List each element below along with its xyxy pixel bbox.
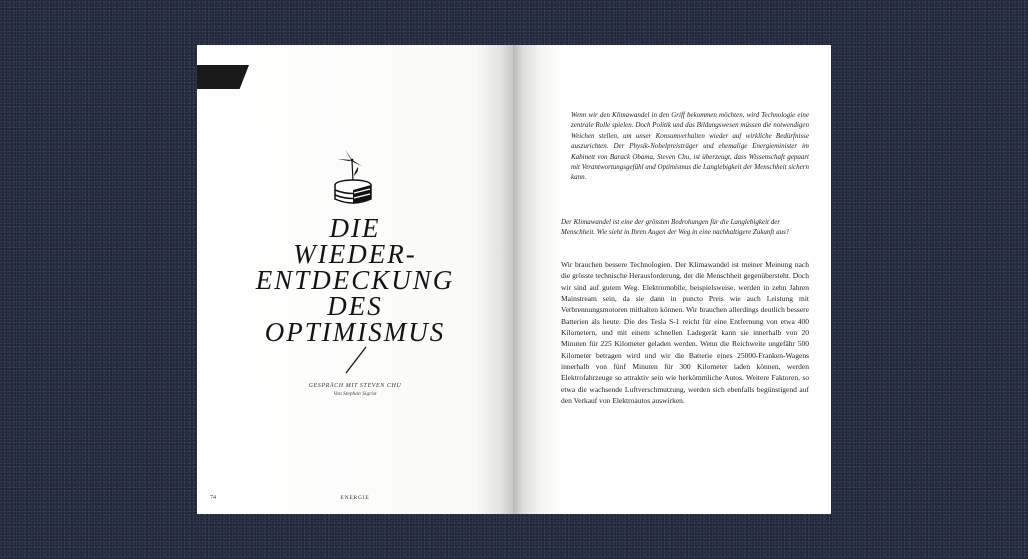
author-byline: Von Stephan Sigrist	[333, 391, 377, 397]
title-line-1: DIE	[329, 213, 381, 243]
wind-turbine-cake-icon-svg	[331, 145, 375, 209]
section-label: ENERGIE	[340, 495, 370, 501]
title-line-3: ENTDECKUNG	[255, 265, 455, 295]
interview-answer: Wir brauchen bessere Technologien. Der Klimawandel ist meiner Meinung nach die grösste technische Herausforderung, der die Menschheit gegenübersteht. Doch wir sind auf gutem Weg. Elektromobile, beispielsweise, werden in zehn Jahren Mainstream sein, da sie dann in puncto Preis wie auch Leistung mit Verbrennungsmotoren mithalten können. Wir brauchen allerdings deutlich bessere Batterien als heute. Die des Tesla S-1 reicht für eine Entfernung von etwa 400 Kilometern, und mit einem schnellen Ladegerät kann sie innerhalb von 20 Minuten für 225 Kilometer geladen werden. Wenn die Reichweite ungefähr 500 Kilometer betragen wird und wir die Batterie eines 25000-Franken-Wagens innerhalb von fünf Minuten für 300 Kilometer laden können, werden Elektrofahrzeuge so attraktiv sein wie herkömmliche Autos. Weitere Faktoren, so etwa die wachsende Luftverschmutzung, werden sich ebenfalls begünstigend auf den Verkauf von Elektroautos auswirken.	[561, 260, 809, 406]
title-line-2: WIEDER-	[293, 239, 417, 269]
page-number: 74	[210, 495, 216, 501]
intro-paragraph: Wenn wir den Klimawandel in den Griff bekommen möchten, wird Technologie eine zentrale Rolle spielen. Doch Politik und das Bildungswesen müssen die notwendigen Weichen stellen, um unser Konsumverhalten wieder auf wirkliche Bedürfnisse auszurichten. Der Physik-Nobelpreisträger und ehemalige Energieminister im Kabinett von Barack Obama, Steven Chu, ist überzeugt, dass Wissenschaft gepaart mit Verantwortungsgefühl und Optimismus die Langlebigkeit der Menschheit sichern kann.	[571, 111, 809, 182]
title-line-4: DES	[327, 291, 383, 321]
magazine-spread	[197, 45, 831, 514]
article-title	[217, 215, 493, 345]
title-line-5: OPTIMISMUS	[264, 317, 446, 347]
interview-kicker: GESPRÄCH MIT STEVEN CHU	[308, 383, 402, 389]
wind-turbine-cake-icon	[331, 145, 375, 209]
slash-divider	[341, 344, 371, 376]
section-tab-bar	[197, 65, 249, 89]
right-page	[513, 45, 831, 514]
left-page	[197, 45, 513, 514]
interview-question: Der Klimawandel ist eine der grössten Bedrohungen für die Langlebigkeit der Menschheit. Wie sieht in Ihren Augen der Weg in eine nachhaltigere Zukunft aus?	[561, 218, 790, 237]
